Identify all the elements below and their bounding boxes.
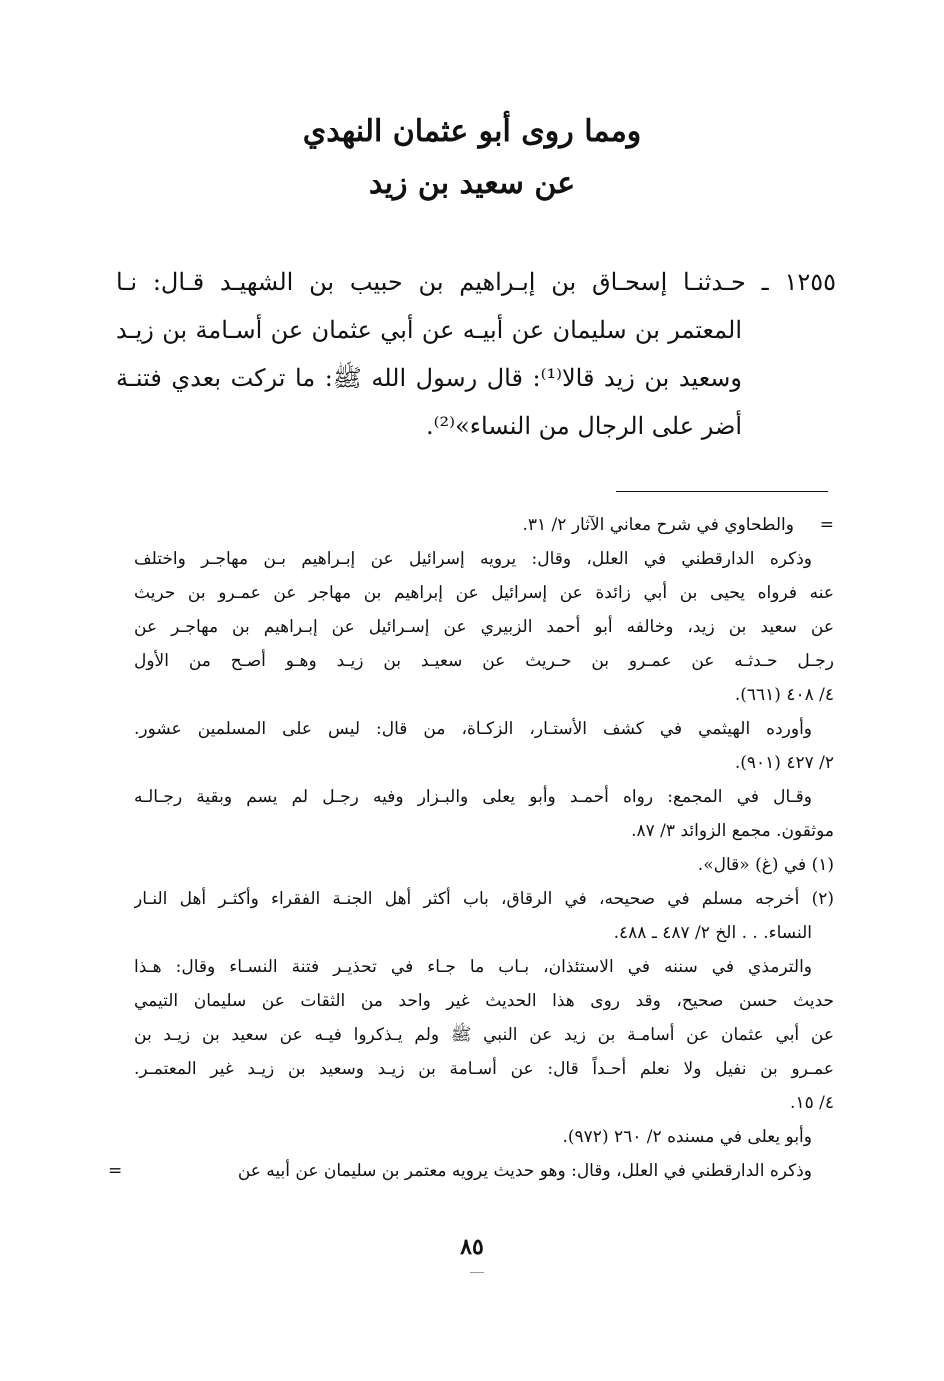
chapter-heading-line-2: عن سعيد بن زيد [368, 166, 576, 201]
footnote-line: ٤/ ٤٠٨ (٦٦١). [734, 685, 834, 705]
footnote-line: ٤/ ١٥. [790, 1093, 834, 1113]
page-number: ٨٥ [460, 1234, 484, 1260]
footnote-line: عن أبي عثمان عن أسامـة بن زيد عن النبي ﷺ ولم يـذكروا فيـه عن سعيد بن زيـد بن [134, 1025, 834, 1045]
hadith-line: المعتمر بن سليمان عن أبيـه عن أبي عثمان عن أسـامة بن زيـد [116, 316, 742, 344]
hadith-line: ١٢٥٥ ـ حـدثنـا إسحـاق بن إبـراهيم بن حبيب بن الشهيـد قـال: نـا [116, 268, 836, 296]
footnote-line: عن سعيد بن زيد، وخالفه أبو أحمد الزبيري عن إسـرائيل عن إبـراهيم بن مهاجـر عن [134, 617, 834, 637]
footnote-line: موثقون. مجمع الزوائد ٣/ ٨٧. [631, 821, 834, 841]
hadith-line: أضر على الرجال من النساء»⁽²⁾. [426, 412, 742, 440]
footnote-line: النساء. . . الخ ٢/ ٤٨٧ ـ ٤٨٨. [613, 923, 812, 943]
footnote-line: والطحاوي في شرح معاني الآثار ٢/ ٣١. [522, 515, 794, 535]
hadith-line: وسعيد بن زيد قالا⁽¹⁾: قال رسول الله ﷺ: ما تركت بعدي فتنـة [116, 364, 742, 392]
footnote-line: (١) في (غ) «قال». [697, 855, 834, 875]
footnotes [134, 508, 834, 1188]
footnote-separator [616, 491, 828, 492]
footnote-line: عنه فرواه يحيى بن أبي زائدة عن إسرائيل عن إبراهيم بن مهاجر عن عمـرو بن حريث [134, 583, 834, 603]
hadith-text [116, 258, 836, 450]
footnote-line: (٢) أخرجه مسلم في صحيحه، في الرقاق، باب أكثر أهل الجنـة الفقراء وأكثـر أهل النـار [134, 889, 834, 909]
footnote-line: وأورده الهيثمي في كشف الأستـار، الزكـاة، من قال: ليس على المسلمين عشور. [134, 719, 812, 739]
footnote-line: رجـل حـدثـه عن عمـرو بن حـريث عن سعيـد بن زيـد وهـو أصـح من الأول [134, 651, 834, 671]
footnote-line: وذكره الدارقطني في العلل، وقال: يرويه إسرائيل عن إبـراهيم بـن مهاجـر واختلف [134, 549, 812, 569]
continuation-mark-bottom: = [108, 1161, 123, 1181]
footnote-line: وذكره الدارقطني في العلل، وقال: وهو حديث يرويه معتمر بن سليمان عن أبيه عن [237, 1161, 812, 1181]
chapter-heading-line-1: ومما روى أبو عثمان النهدي [302, 114, 642, 149]
footnote-line: ٢/ ٤٢٧ (٩٠١). [734, 753, 834, 773]
footnote-line: وقـال في المجمع: رواه أحمـد وأبو يعلى والبـزار وفيه رجـل لم يسم وبقية رجـالـه [134, 787, 812, 807]
footnote-line: حديث حسن صحيح، وقد روى هذا الحديث غير واحد من الثقات عن سليمان التيمي [134, 991, 834, 1011]
footnote-line: عمـرو بن نفيل ولا نعلم أحـداً قال: عن أسـامة بن زيـد وسعيد بن زيـد غير المعتمـر. [134, 1059, 834, 1079]
footnote-line: وأبو يعلى في مسنده ٢/ ٢٦٠ (٩٧٢). [562, 1127, 812, 1147]
footnote-line: والترمذي في سننه في الاستئذان، بـاب ما جـاء في تحذيـر فتنة النسـاء وقال: هـذا [134, 957, 812, 977]
page-number-dash [470, 1272, 484, 1273]
continuation-mark-top: = [819, 515, 834, 535]
